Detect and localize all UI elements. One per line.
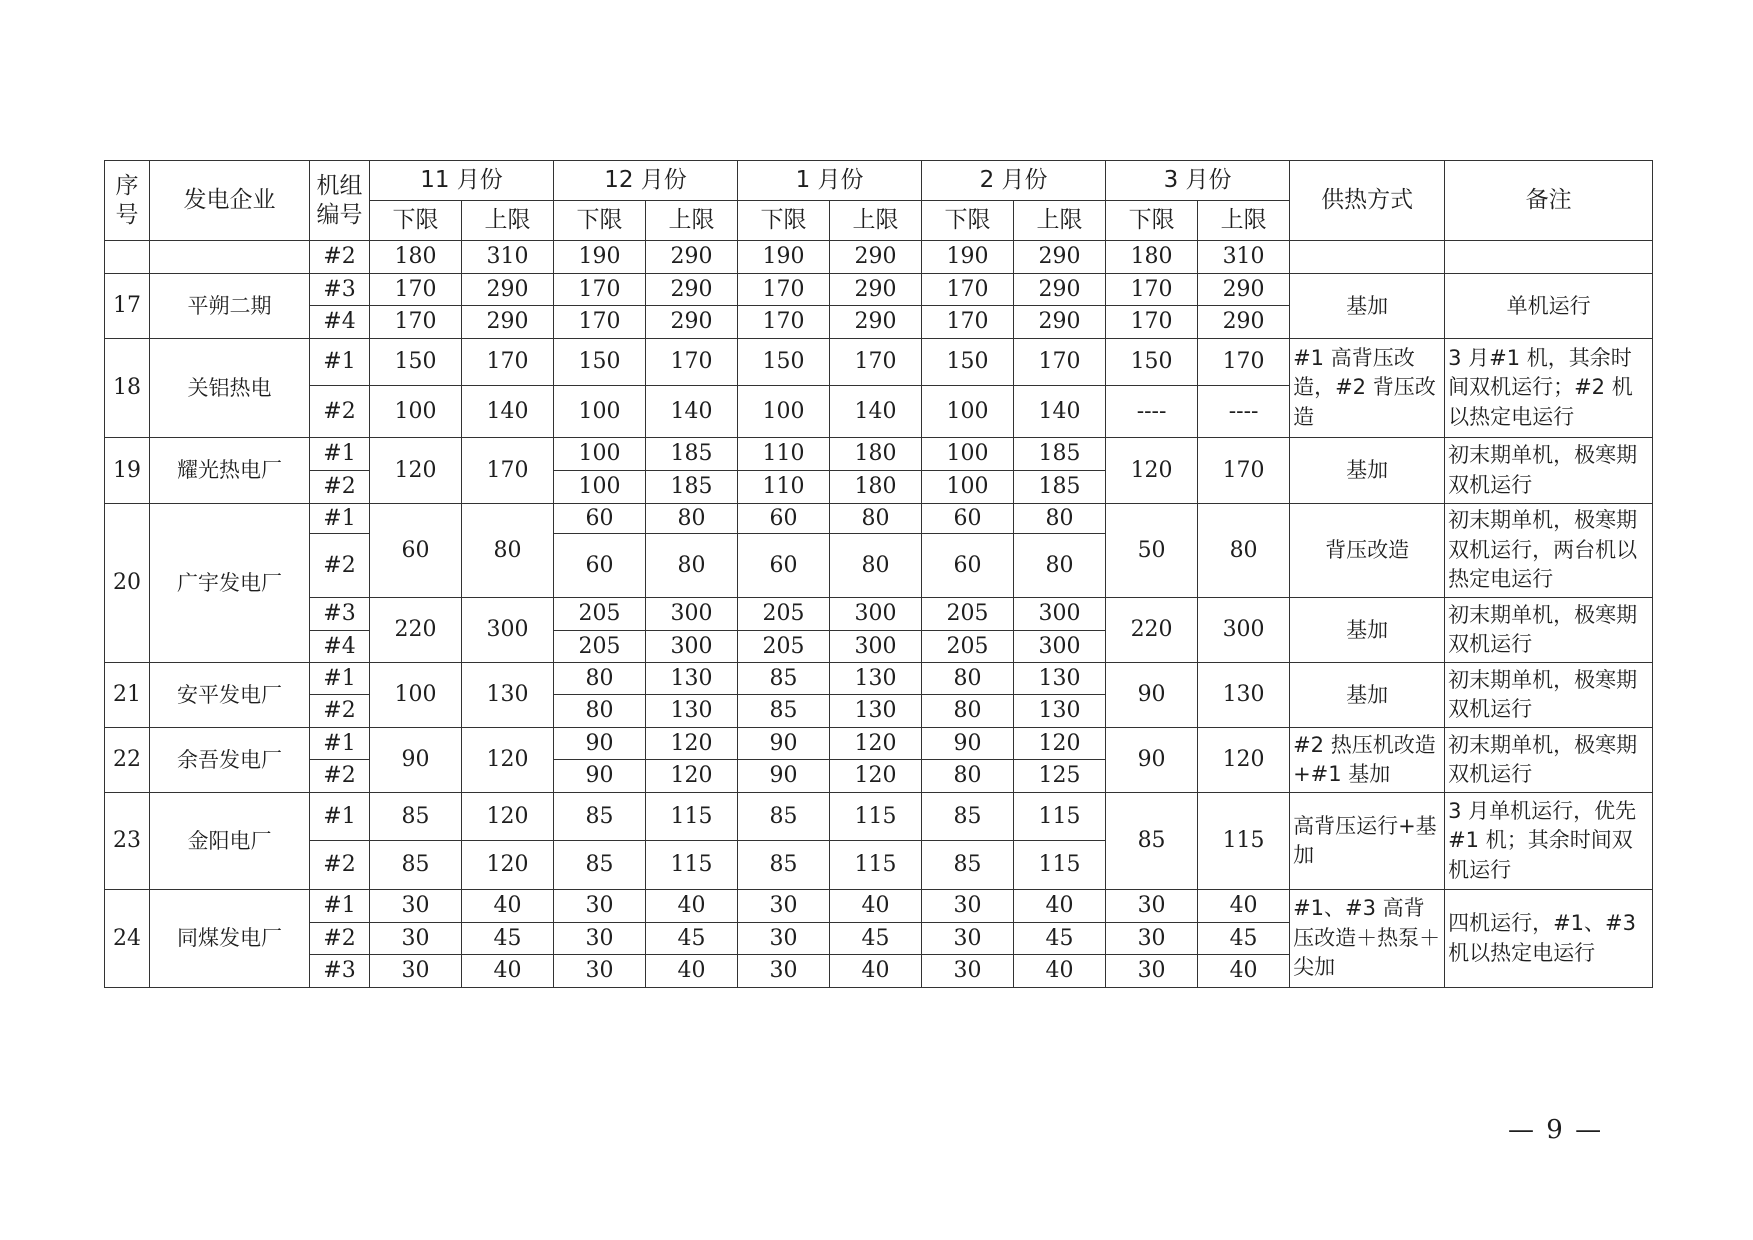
limit-lower: 85: [554, 841, 646, 890]
row-company: [150, 241, 310, 274]
limit-lower: 170: [370, 306, 462, 339]
limit-upper: 115: [1198, 793, 1290, 890]
limit-lower: 170: [738, 306, 830, 339]
heating-method: 基加: [1290, 274, 1445, 339]
limit-lower: 60: [738, 534, 830, 598]
limit-lower: 85: [738, 841, 830, 890]
heating-method: #1 高背压改造，#2 背压改造: [1290, 339, 1445, 438]
limit-lower: 150: [1106, 339, 1198, 386]
limit-upper: 80: [646, 534, 738, 598]
heating-method: 基加: [1290, 598, 1445, 663]
limit-lower: 150: [922, 339, 1014, 386]
limit-lower: 150: [738, 339, 830, 386]
limit-lower: 190: [554, 241, 646, 274]
limit-lower: 85: [738, 663, 830, 695]
unit-number: #1: [310, 339, 370, 386]
limit-upper: 140: [646, 386, 738, 438]
table-row: [105, 438, 1653, 471]
limit-lower: ----: [1106, 386, 1198, 438]
limit-upper: 80: [1198, 504, 1290, 598]
header-month: 11 月份: [370, 161, 554, 201]
limit-lower: 100: [922, 438, 1014, 471]
limit-lower: 50: [1106, 504, 1198, 598]
limit-lower: 30: [370, 890, 462, 923]
limit-upper: 130: [462, 663, 554, 728]
limit-lower: 220: [370, 598, 462, 663]
heating-method: 基加: [1290, 438, 1445, 504]
limit-lower: 30: [554, 955, 646, 988]
limit-upper: 300: [1014, 631, 1106, 663]
remarks: 初末期单机，极寒期双机运行: [1445, 598, 1653, 663]
table-row: [105, 339, 1653, 386]
limit-upper: 80: [830, 504, 922, 534]
limit-upper: 80: [830, 534, 922, 598]
limit-lower: 100: [554, 386, 646, 438]
limit-lower: 100: [370, 663, 462, 728]
unit-number: #2: [310, 841, 370, 890]
limit-upper: 185: [1014, 438, 1106, 471]
limit-lower: 205: [554, 598, 646, 631]
limit-lower: 90: [554, 760, 646, 793]
row-company: 金阳电厂: [150, 793, 310, 890]
limit-lower: 100: [554, 471, 646, 504]
limit-lower: 85: [1106, 793, 1198, 890]
limit-lower: 90: [1106, 728, 1198, 793]
limit-upper: 115: [1014, 793, 1106, 841]
unit-number: #1: [310, 663, 370, 695]
limit-lower: 205: [554, 631, 646, 663]
limit-upper: 290: [462, 274, 554, 306]
limit-lower: 60: [370, 504, 462, 598]
heating-method: 背压改造: [1290, 504, 1445, 598]
limit-lower: 100: [370, 386, 462, 438]
limit-upper: 290: [1198, 274, 1290, 306]
unit-number: #1: [310, 890, 370, 923]
limit-upper: 130: [646, 695, 738, 728]
limit-upper: 185: [646, 471, 738, 504]
limit-lower: 90: [738, 728, 830, 760]
limit-upper: 140: [1014, 386, 1106, 438]
limit-upper: 180: [830, 438, 922, 471]
header-upper: 上限: [462, 201, 554, 241]
limit-upper: 290: [1014, 241, 1106, 274]
row-company: 平朔二期: [150, 274, 310, 339]
unit-number: #1: [310, 504, 370, 534]
limit-lower: 220: [1106, 598, 1198, 663]
header-lower: 下限: [1106, 201, 1198, 241]
limit-upper: ----: [1198, 386, 1290, 438]
limit-upper: 40: [462, 890, 554, 923]
limit-lower: 205: [738, 631, 830, 663]
limit-upper: 40: [830, 955, 922, 988]
unit-number: #2: [310, 386, 370, 438]
limit-upper: 130: [1014, 663, 1106, 695]
row-seq: 18: [105, 339, 150, 438]
limit-lower: 30: [554, 923, 646, 955]
limit-upper: 40: [646, 955, 738, 988]
header-month: 2 月份: [922, 161, 1106, 201]
limit-lower: 85: [738, 695, 830, 728]
row-seq: 24: [105, 890, 150, 988]
limit-lower: 170: [554, 274, 646, 306]
limit-upper: 80: [1014, 504, 1106, 534]
limit-upper: 120: [1014, 728, 1106, 760]
unit-number: #4: [310, 306, 370, 339]
limit-upper: 120: [830, 760, 922, 793]
limit-upper: 130: [830, 695, 922, 728]
limit-upper: 40: [830, 890, 922, 923]
limit-lower: 30: [738, 890, 830, 923]
header-upper: 上限: [1198, 201, 1290, 241]
heating-method: 高背压运行+基加: [1290, 793, 1445, 890]
limit-upper: 310: [1198, 241, 1290, 274]
unit-number: #1: [310, 438, 370, 471]
limit-lower: 120: [1106, 438, 1198, 504]
table-row: [105, 241, 1653, 274]
row-seq: [105, 241, 150, 274]
limit-lower: 190: [922, 241, 1014, 274]
limit-upper: 80: [462, 504, 554, 598]
row-seq: 22: [105, 728, 150, 793]
limit-lower: 90: [370, 728, 462, 793]
limit-lower: 170: [370, 274, 462, 306]
limit-upper: 120: [462, 793, 554, 841]
header-company: 发电企业: [150, 161, 310, 241]
limit-upper: 45: [1014, 923, 1106, 955]
limit-upper: 310: [462, 241, 554, 274]
limit-lower: 170: [738, 274, 830, 306]
limit-lower: 100: [738, 386, 830, 438]
table-row: [105, 274, 1653, 306]
table-row: [105, 793, 1653, 841]
limit-lower: 85: [554, 793, 646, 841]
limit-lower: 30: [922, 955, 1014, 988]
row-company: 安平发电厂: [150, 663, 310, 728]
header-lower: 下限: [738, 201, 830, 241]
header-upper: 上限: [1014, 201, 1106, 241]
limit-lower: 80: [554, 695, 646, 728]
unit-number: #2: [310, 760, 370, 793]
header-upper: 上限: [646, 201, 738, 241]
limit-lower: 170: [922, 306, 1014, 339]
limit-upper: 115: [830, 841, 922, 890]
row-seq: 20: [105, 504, 150, 663]
limit-lower: 30: [1106, 923, 1198, 955]
limit-upper: 170: [830, 339, 922, 386]
limit-lower: 205: [922, 631, 1014, 663]
limit-upper: 300: [646, 631, 738, 663]
limit-lower: 150: [370, 339, 462, 386]
limit-upper: 45: [646, 923, 738, 955]
limit-upper: 290: [646, 241, 738, 274]
header-heating: 供热方式: [1290, 161, 1445, 241]
limit-upper: 290: [830, 306, 922, 339]
row-company: 同煤发电厂: [150, 890, 310, 988]
unit-number: #2: [310, 471, 370, 504]
table-row: [105, 890, 1653, 923]
row-company: 广宇发电厂: [150, 504, 310, 663]
limit-upper: 140: [830, 386, 922, 438]
limit-lower: 60: [738, 504, 830, 534]
limit-lower: 30: [738, 955, 830, 988]
limit-lower: 120: [370, 438, 462, 504]
limit-upper: 290: [830, 274, 922, 306]
heating-method: 基加: [1290, 663, 1445, 728]
limit-lower: 110: [738, 438, 830, 471]
limit-upper: 40: [1198, 955, 1290, 988]
header-unit-no: 机组编号: [310, 161, 370, 241]
header-lower: 下限: [554, 201, 646, 241]
limit-upper: 140: [462, 386, 554, 438]
header-month: 12 月份: [554, 161, 738, 201]
limit-upper: 130: [646, 663, 738, 695]
remarks: 单机运行: [1445, 274, 1653, 339]
limit-upper: 300: [1014, 598, 1106, 631]
unit-number: #2: [310, 241, 370, 274]
table-row: [105, 728, 1653, 760]
limit-upper: 185: [1014, 471, 1106, 504]
limit-lower: 85: [370, 841, 462, 890]
limit-lower: 190: [738, 241, 830, 274]
unit-number: #2: [310, 534, 370, 598]
limit-upper: 290: [646, 306, 738, 339]
heating-method: #2 热压机改造+#1 基加: [1290, 728, 1445, 793]
limit-lower: 100: [922, 471, 1014, 504]
limit-lower: 205: [738, 598, 830, 631]
limit-lower: 30: [1106, 955, 1198, 988]
row-company: 耀光热电厂: [150, 438, 310, 504]
limit-lower: 110: [738, 471, 830, 504]
limit-lower: 30: [370, 923, 462, 955]
limit-lower: 30: [554, 890, 646, 923]
limit-upper: 290: [1014, 274, 1106, 306]
limit-upper: 300: [830, 631, 922, 663]
limit-upper: 290: [646, 274, 738, 306]
header-remarks: 备注: [1445, 161, 1653, 241]
row-seq: 17: [105, 274, 150, 339]
limit-lower: 80: [554, 663, 646, 695]
limit-upper: 120: [462, 841, 554, 890]
table-row: [105, 598, 1653, 631]
limit-upper: 185: [646, 438, 738, 471]
limit-upper: 115: [646, 841, 738, 890]
table-row: [105, 663, 1653, 695]
limit-lower: 80: [922, 695, 1014, 728]
limit-upper: 180: [830, 471, 922, 504]
limit-lower: 60: [922, 504, 1014, 534]
remarks: [1445, 241, 1653, 274]
row-seq: 23: [105, 793, 150, 890]
limit-upper: 120: [830, 728, 922, 760]
limit-lower: 30: [922, 923, 1014, 955]
limit-lower: 85: [738, 793, 830, 841]
limit-lower: 80: [922, 663, 1014, 695]
remarks: 3 月单机运行，优先#1 机；其余时间双机运行: [1445, 793, 1653, 890]
limit-upper: 290: [462, 306, 554, 339]
limit-upper: 120: [462, 728, 554, 793]
limit-lower: 85: [922, 841, 1014, 890]
unit-number: #3: [310, 955, 370, 988]
limit-upper: 115: [1014, 841, 1106, 890]
limit-upper: 40: [462, 955, 554, 988]
load-limits-table: [104, 160, 1653, 988]
limit-upper: 40: [646, 890, 738, 923]
heating-method: #1、#3 高背压改造＋热泵＋尖加: [1290, 890, 1445, 988]
limit-lower: 170: [1106, 274, 1198, 306]
limit-upper: 290: [1014, 306, 1106, 339]
limit-lower: 30: [738, 923, 830, 955]
unit-number: #1: [310, 728, 370, 760]
limit-upper: 120: [1198, 728, 1290, 793]
limit-upper: 40: [1014, 955, 1106, 988]
limit-upper: 45: [462, 923, 554, 955]
header-lower: 下限: [922, 201, 1014, 241]
remarks: 初末期单机，极寒期双机运行: [1445, 728, 1653, 793]
limit-lower: 100: [554, 438, 646, 471]
limit-lower: 90: [922, 728, 1014, 760]
unit-number: #3: [310, 274, 370, 306]
header-month: 3 月份: [1106, 161, 1290, 201]
page-number: — 9 —: [1508, 1115, 1604, 1145]
limit-lower: 90: [1106, 663, 1198, 728]
header-seq: 序号: [105, 161, 150, 241]
remarks: 3 月#1 机，其余时间双机运行；#2 机以热定电运行: [1445, 339, 1653, 438]
limit-upper: 80: [646, 504, 738, 534]
limit-lower: 80: [922, 760, 1014, 793]
limit-upper: 170: [462, 438, 554, 504]
limit-upper: 300: [646, 598, 738, 631]
limit-lower: 30: [922, 890, 1014, 923]
limit-upper: 80: [1014, 534, 1106, 598]
header-upper: 上限: [830, 201, 922, 241]
limit-lower: 60: [554, 504, 646, 534]
limit-lower: 170: [554, 306, 646, 339]
limit-upper: 120: [646, 760, 738, 793]
limit-upper: 45: [1198, 923, 1290, 955]
limit-upper: 40: [1198, 890, 1290, 923]
limit-lower: 150: [554, 339, 646, 386]
unit-number: #2: [310, 923, 370, 955]
limit-upper: 40: [1014, 890, 1106, 923]
limit-upper: 130: [1198, 663, 1290, 728]
limit-upper: 45: [830, 923, 922, 955]
limit-lower: 30: [370, 955, 462, 988]
unit-number: #2: [310, 695, 370, 728]
row-company: 关铝热电: [150, 339, 310, 438]
limit-upper: 300: [1198, 598, 1290, 663]
limit-upper: 170: [646, 339, 738, 386]
limit-lower: 60: [554, 534, 646, 598]
limit-upper: 300: [830, 598, 922, 631]
limit-lower: 100: [922, 386, 1014, 438]
limit-lower: 180: [1106, 241, 1198, 274]
row-seq: 19: [105, 438, 150, 504]
table-row: [105, 504, 1653, 534]
unit-number: #4: [310, 631, 370, 663]
limit-upper: 170: [462, 339, 554, 386]
remarks: 初末期单机，极寒期双机运行，两台机以热定电运行: [1445, 504, 1653, 598]
limit-lower: 90: [738, 760, 830, 793]
limit-upper: 130: [830, 663, 922, 695]
limit-lower: 60: [922, 534, 1014, 598]
limit-upper: 170: [1198, 339, 1290, 386]
limit-lower: 180: [370, 241, 462, 274]
heating-method: [1290, 241, 1445, 274]
limit-lower: 170: [922, 274, 1014, 306]
remarks: 四机运行，#1、#3 机以热定电运行: [1445, 890, 1653, 988]
limit-upper: 170: [1014, 339, 1106, 386]
limit-lower: 170: [1106, 306, 1198, 339]
unit-number: #3: [310, 598, 370, 631]
limit-lower: 90: [554, 728, 646, 760]
limit-upper: 130: [1014, 695, 1106, 728]
limit-lower: 85: [370, 793, 462, 841]
remarks: 初末期单机，极寒期双机运行: [1445, 438, 1653, 504]
limit-lower: 30: [1106, 890, 1198, 923]
limit-upper: 120: [646, 728, 738, 760]
header-month: 1 月份: [738, 161, 922, 201]
remarks: 初末期单机，极寒期双机运行: [1445, 663, 1653, 728]
unit-number: #1: [310, 793, 370, 841]
row-company: 余吾发电厂: [150, 728, 310, 793]
limit-upper: 290: [1198, 306, 1290, 339]
limit-upper: 300: [462, 598, 554, 663]
limit-upper: 115: [830, 793, 922, 841]
header-lower: 下限: [370, 201, 462, 241]
row-seq: 21: [105, 663, 150, 728]
limit-upper: 290: [830, 241, 922, 274]
limit-upper: 125: [1014, 760, 1106, 793]
limit-lower: 85: [922, 793, 1014, 841]
limit-upper: 170: [1198, 438, 1290, 504]
limit-lower: 205: [922, 598, 1014, 631]
limit-upper: 115: [646, 793, 738, 841]
